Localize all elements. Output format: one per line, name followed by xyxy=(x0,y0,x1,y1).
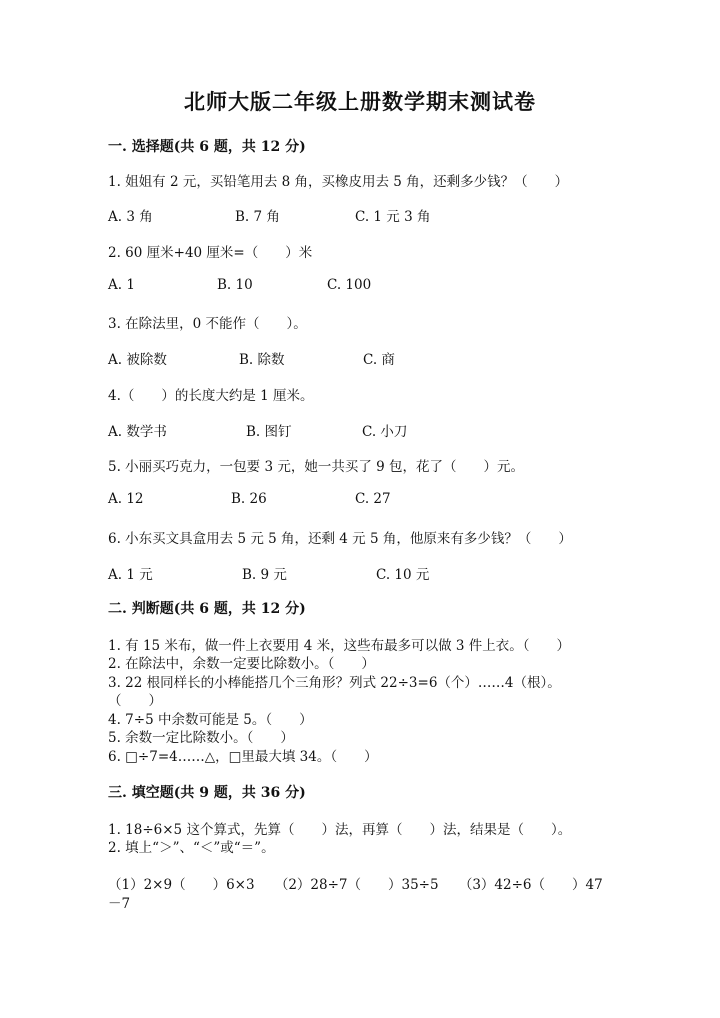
question-text: 3. 在除法里，0 不能作（ ）。 xyxy=(108,316,307,332)
option-b: B. 9 元 xyxy=(242,567,287,583)
question-text: 4.（ ）的长度大约是 1 厘米。 xyxy=(108,388,314,404)
option-b: B. 26 xyxy=(231,491,267,507)
option-c: C. 1 元 3 角 xyxy=(355,209,431,225)
option-b: B. 图钉 xyxy=(246,424,292,440)
section-heading-judgement: 二. 判断题(共 6 题，共 12 分) xyxy=(108,601,306,617)
judgement-line: 5. 余数一定比除数小。（ ） xyxy=(108,730,294,746)
option-a: A. 1 元 xyxy=(108,567,153,583)
option-b: B. 10 xyxy=(217,277,253,293)
question-text: 6. 小东买文具盒用去 5 元 5 角，还剩 4 元 5 角，他原来有多少钱？（ ） xyxy=(108,531,572,547)
option-a: A. 3 角 xyxy=(108,209,153,225)
option-c: C. 小刀 xyxy=(362,424,408,440)
judgement-line: 6. □÷7=4……△，□里最大填 34。（ ） xyxy=(108,749,378,765)
option-b: B. 7 角 xyxy=(235,209,280,225)
judgement-line: 4. 7÷5 中余数可能是 5。（ ） xyxy=(108,712,313,728)
question-text: 5. 小丽买巧克力，一包要 3 元，她一共买了 9 包，花了（ ）元。 xyxy=(108,459,525,475)
option-c: C. 10 元 xyxy=(376,567,430,583)
fill-line: －7 xyxy=(108,896,131,912)
question-text: 2. 60 厘米+40 厘米=（ ）米 xyxy=(108,245,313,261)
judgement-line: 3. 22 根同样长的小棒能搭几个三角形？列式 22÷3=6（个）……4（根）。 xyxy=(108,675,561,691)
question-text: 1. 姐姐有 2 元，买铅笔用去 8 角，买橡皮用去 5 角，还剩多少钱？（ ） xyxy=(108,174,569,190)
judgement-line: 1. 有 15 米布，做一件上衣要用 4 米，这些布最多可以做 3 件上衣。（ ） xyxy=(108,638,571,654)
section-heading-choice: 一. 选择题(共 6 题，共 12 分) xyxy=(108,139,306,155)
option-b: B. 除数 xyxy=(239,352,285,368)
option-c: C. 商 xyxy=(363,352,395,368)
section-heading-fill: 三. 填空题(共 9 题，共 36 分) xyxy=(108,785,306,801)
fill-line: 2. 填上“＞”、“＜”或“＝”。 xyxy=(108,840,275,856)
judgement-line: （ ） xyxy=(108,693,162,709)
option-a: A. 数学书 xyxy=(108,424,167,440)
option-a: A. 被除数 xyxy=(108,352,167,368)
judgement-line: 2. 在除法中，余数一定要比除数小。（ ） xyxy=(108,656,375,672)
fill-line: 1. 18÷6×5 这个算式，先算（ ）法，再算（ ）法，结果是（ ）。 xyxy=(108,822,572,838)
option-a: A. 12 xyxy=(108,491,144,507)
page-title: 北师大版二年级上册数学期末测试卷 xyxy=(184,89,536,114)
option-c: C. 27 xyxy=(355,491,391,507)
fill-line: （1）2×9（ ）6×3 （2）28÷7（ ）35÷5 （3）42÷6（ ）47 xyxy=(108,877,603,893)
option-a: A. 1 xyxy=(108,277,135,293)
option-c: C. 100 xyxy=(327,277,372,293)
